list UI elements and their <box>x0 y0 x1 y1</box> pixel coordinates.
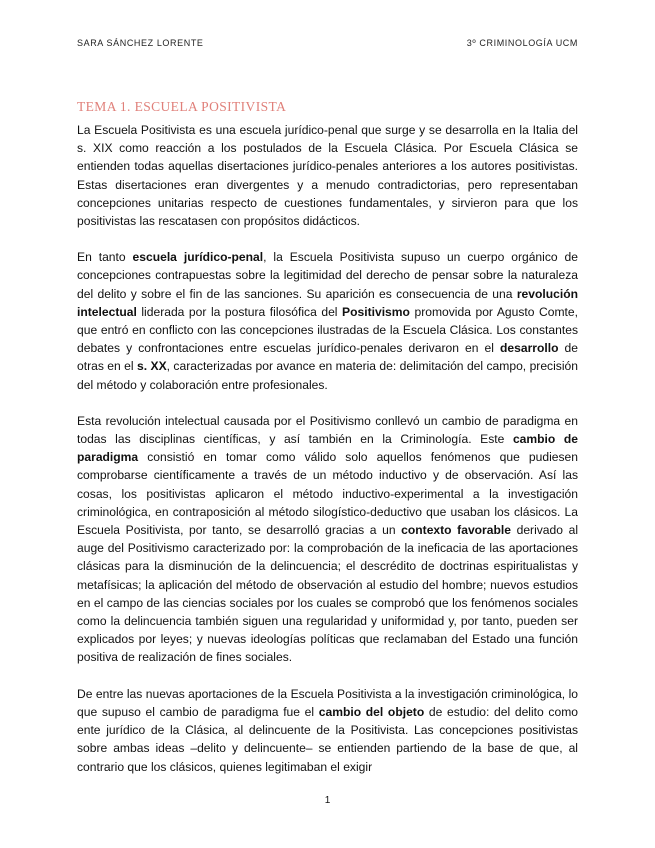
bold-term: contexto favorable <box>401 523 511 538</box>
text-run: de estudio: del delito como ente jurídico de la Clásica, al delincuente de la Positivista. Las concepciones positivistas sobre ambas ideas –delito y delincuente– se entienden partiendo de la base de que, al contrario que los clásicos, quienes legitimaban el exigir <box>77 704 579 774</box>
bold-term: escuela jurídico-penal <box>132 250 264 265</box>
header-author: SARA SÁNCHEZ LORENTE <box>77 38 204 48</box>
bold-term: cambio del objeto <box>318 704 425 719</box>
document-body <box>77 121 578 794</box>
paragraph <box>77 248 578 394</box>
text-run: , caracterizadas por avance en materia de: delimitación del campo, precisión del método y colaboración entre profesionales. <box>77 359 578 392</box>
paragraph <box>77 685 578 776</box>
page-number: 1 <box>324 795 331 806</box>
bold-term: s. XX <box>137 359 167 374</box>
section-title: TEMA 1. ESCUELA POSITIVISTA <box>77 99 287 114</box>
paragraph <box>77 121 578 230</box>
text-run: , la Escuela Positivista supuso un cuerpo orgánico de concepciones contrapuestas sobre la legitimidad del derecho de pensar sobre la naturaleza del delito y sobre el fin de las sanciones. Su aparición es consecuencia de una <box>77 250 578 301</box>
bold-term: revolución intelectual <box>77 286 578 319</box>
text-run: De entre las nuevas aportaciones de la Escuela Positivista a la investigación criminológica, lo que supuso el cambio de paradigma fue el <box>77 686 578 719</box>
text-run: de otras en el <box>77 341 578 374</box>
bold-term: Positivismo <box>342 304 410 319</box>
text-run: En tanto <box>77 250 133 265</box>
header-course: 3º CRIMINOLOGÍA UCM <box>466 38 578 48</box>
text-run: La Escuela Positivista es una escuela jurídico-penal que surge y se desarrolla en la Italia del s. XIX como reacción a los postulados de la Escuela Clásica. Por Escuela Clásica se entienden todas aquellas disertaciones jurídico-penales anteriores a los autores positivistas. Estas disertaciones eran divergentes y a menudo contradictorias, pero representaban concepciones unitarias respecto de cuestiones fundamentales, y sirvieron para que los positivistas las rescatasen con propósitos didácticos. <box>77 123 578 229</box>
text-run: derivado al auge del Positivismo caracterizado por: la comprobación de la ineficacia de las aportaciones clásicas para la disminución de la delincuencia; el descrédito de doctrinas espiritualistas y metafísicas; la aplicación del método de observación al estudio del hombre; nuevos estudios en el campo de las ciencias sociales por los cuales se comprobó que los fenómenos sociales como la delincuencia también siguen una regularidad y uniformidad y, por tanto, pueden ser explicados por leyes; y nuevas ideologías políticas que reclamaban del Estado una función positiva de realización de fines sociales. <box>77 523 579 665</box>
paragraph <box>77 412 578 667</box>
bold-term: cambio de paradigma <box>77 432 578 465</box>
text-run: promovida por Agusto Comte, que entró en conflicto con las concepciones ilustradas de la Escuela Clásica. Los constantes debates y confrontaciones entre escuelas jurídico-penales derivaron en el <box>77 304 578 356</box>
page-header <box>77 38 578 48</box>
bold-term: desarrollo <box>500 341 559 356</box>
text-run: liderada por la postura filosófica del <box>136 304 343 319</box>
text-run: consistió en tomar como válido solo aquellos fenómenos que pudiesen comprobarse científicamente a través de un método inductivo y de observación. Así las cosas, los positivistas aplicaron el método inductivo-experimental a la investigación criminológica, en contraposición al método silogístico-deductivo que usaban los clásicos. La Escuela Positivista, por tanto, se desarrolló gracias a un <box>77 450 578 538</box>
text-run: Esta revolución intelectual causada por el Positivismo conllevó un cambio de paradigma en todas las disciplinas científicas, y así también en la Criminología. Este <box>77 413 578 447</box>
